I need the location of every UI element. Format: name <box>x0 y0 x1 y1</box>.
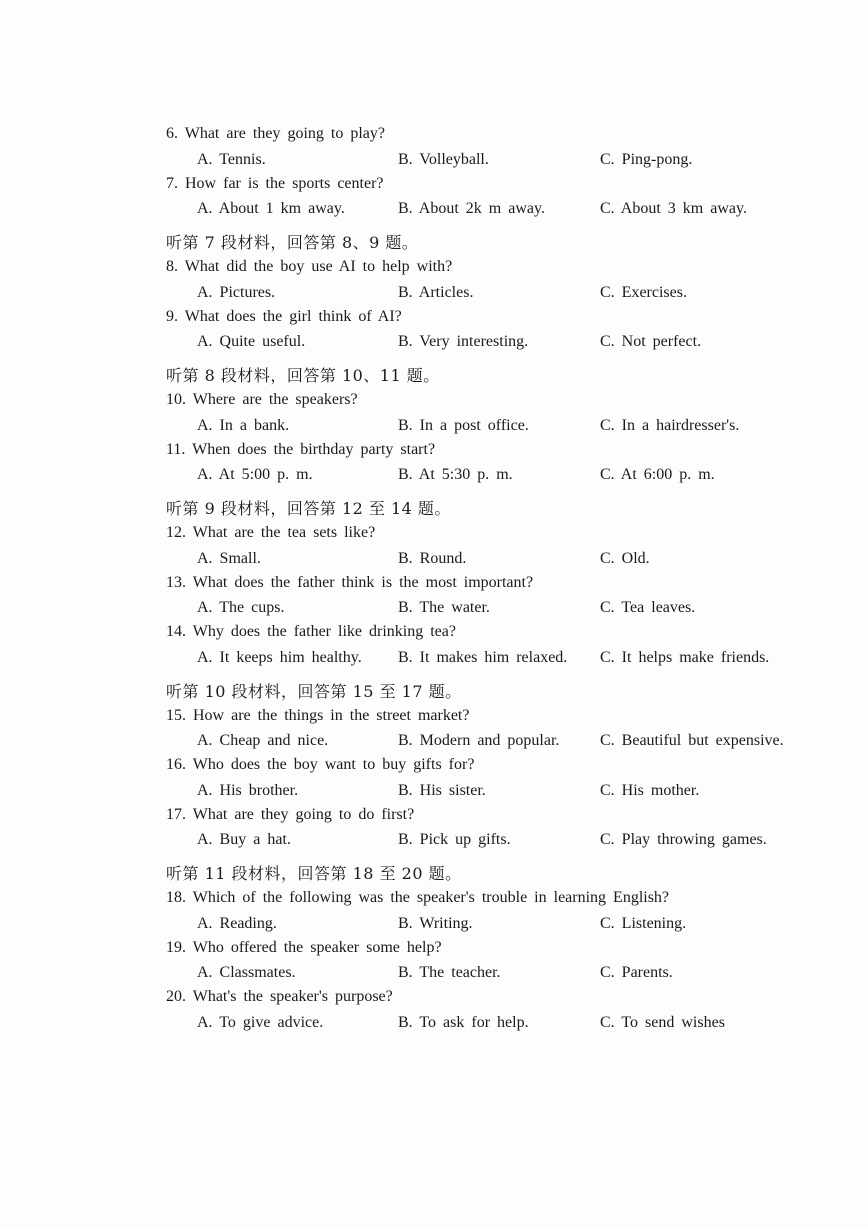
option-b: B. Pick up gifts. <box>398 831 511 848</box>
answer-options <box>166 778 826 803</box>
option-a: A. Buy a hat. <box>197 831 291 848</box>
question-text: 8. What did the boy use AI to help with? <box>166 258 453 275</box>
answer-options <box>166 280 826 305</box>
section-header: 听第 11 段材料，回答第 18 至 20 题。 <box>166 864 462 883</box>
option-c: C. Ping-pong. <box>600 150 693 168</box>
option-b: B. It makes him relaxed. <box>398 648 568 666</box>
option-b: B. The teacher. <box>398 964 501 981</box>
option-b: B. About 2k m away. <box>398 200 545 217</box>
option-c: C. At 6:00 p. m. <box>600 466 715 483</box>
option-b: B. Round. <box>398 549 467 567</box>
answer-options <box>166 911 826 936</box>
option-b: B. His sister. <box>398 781 486 799</box>
option-a: A. In a bank. <box>197 416 290 434</box>
question-text: 10. Where are the speakers? <box>166 391 358 408</box>
option-a: A. Tennis. <box>197 150 266 168</box>
question-text: 13. What does the father think is the most important? <box>166 573 534 591</box>
answer-options <box>166 462 826 487</box>
option-a: A. Quite useful. <box>197 333 306 350</box>
option-b: B. In a post office. <box>398 416 529 434</box>
answer-options <box>166 645 826 670</box>
option-a: A. Reading. <box>197 914 277 932</box>
question-text: 7. How far is the sports center? <box>166 174 384 192</box>
question-text: 14. Why does the father like drinking tea? <box>166 623 456 640</box>
option-c: C. In a hairdresser's. <box>600 416 740 434</box>
answer-options <box>166 329 826 354</box>
answer-options <box>166 728 826 753</box>
option-c: C. Listening. <box>600 914 687 932</box>
question-text: 9. What does the girl think of AI? <box>166 307 402 325</box>
answer-options <box>166 1010 826 1035</box>
question-text: 19. Who offered the speaker some help? <box>166 938 442 956</box>
section-header: 听第 7 段材料，回答第 8、9 题。 <box>166 233 419 252</box>
option-b: B. Articles. <box>398 283 474 301</box>
answer-options <box>166 413 826 438</box>
option-b: B. Volleyball. <box>398 150 489 168</box>
option-a: A. To give advice. <box>197 1013 324 1031</box>
question-text: 6. What are they going to play? <box>166 125 385 142</box>
option-c: C. Tea leaves. <box>600 599 696 616</box>
answer-options <box>166 147 826 172</box>
answer-options <box>166 196 826 221</box>
option-b: B. Writing. <box>398 914 473 932</box>
answer-options <box>166 960 826 985</box>
option-a: A. It keeps him healthy. <box>197 648 362 666</box>
question-text: 20. What's the speaker's purpose? <box>166 988 393 1005</box>
section-header: 听第 8 段材料，回答第 10、11 题。 <box>166 366 440 385</box>
option-b: B. To ask for help. <box>398 1013 529 1031</box>
question-text: 11. When does the birthday party start? <box>166 440 436 458</box>
option-b: B. The water. <box>398 599 490 616</box>
option-c: C. Play throwing games. <box>600 831 767 848</box>
option-a: A. About 1 km away. <box>197 200 345 217</box>
option-a: A. At 5:00 p. m. <box>197 466 313 483</box>
option-a: A. Pictures. <box>197 283 276 301</box>
option-a: A. Small. <box>197 549 261 567</box>
option-a: A. The cups. <box>197 599 285 616</box>
option-a: A. Classmates. <box>197 964 296 981</box>
option-c: C. Parents. <box>600 964 673 981</box>
option-c: C. Beautiful but expensive. <box>600 732 784 749</box>
option-a: A. His brother. <box>197 781 299 799</box>
option-b: B. Very interesting. <box>398 333 529 350</box>
option-c: C. Not perfect. <box>600 333 702 350</box>
section-header: 听第 10 段材料，回答第 15 至 17 题。 <box>166 681 462 701</box>
section-header: 听第 9 段材料，回答第 12 至 14 题。 <box>166 499 451 518</box>
question-text: 12. What are the tea sets like? <box>166 524 376 541</box>
option-c: C. His mother. <box>600 781 700 799</box>
option-b: B. Modern and popular. <box>398 732 560 749</box>
option-c: C. Exercises. <box>600 283 687 301</box>
option-c: C. To send wishes <box>600 1013 725 1031</box>
option-b: B. At 5:30 p. m. <box>398 466 513 483</box>
question-text: 16. Who does the boy want to buy gifts for? <box>166 756 475 773</box>
question-text: 18. Which of the following was the speaker's trouble in learning English? <box>166 889 670 906</box>
answer-options <box>166 595 826 620</box>
question-text: 15. How are the things in the street market? <box>166 706 470 724</box>
option-c: C. Old. <box>600 549 650 567</box>
answer-options <box>166 546 826 571</box>
option-c: C. It helps make friends. <box>600 648 770 666</box>
option-c: C. About 3 km away. <box>600 200 747 217</box>
question-text: 17. What are they going to do first? <box>166 805 415 823</box>
listening-questions <box>166 122 826 1035</box>
answer-options <box>166 827 826 852</box>
option-a: A. Cheap and nice. <box>197 732 329 749</box>
